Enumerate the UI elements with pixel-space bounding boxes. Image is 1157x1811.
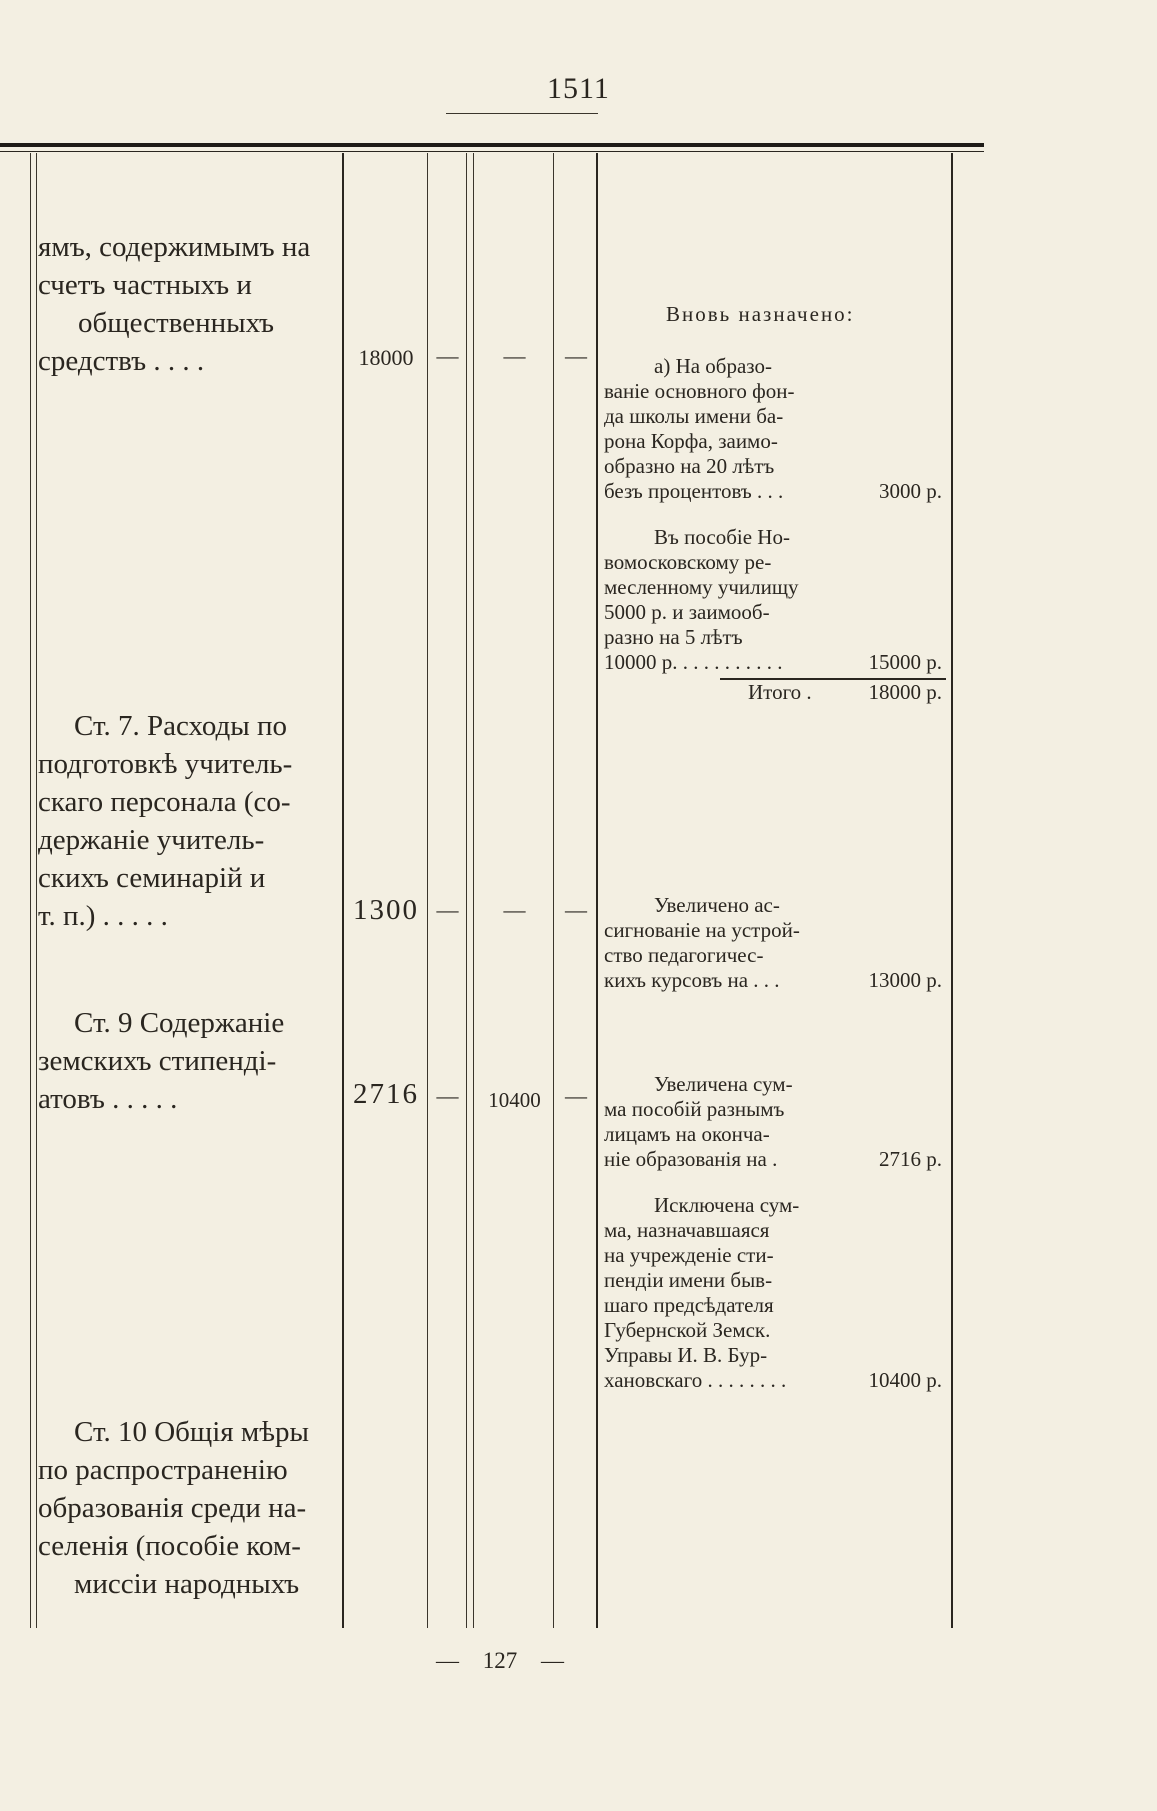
text-line: ство педагогичес- (604, 943, 764, 967)
page-number-rule (446, 113, 598, 114)
item-b-amount: 15000 р. (868, 650, 942, 674)
text-line: шаго предсѣдателя (604, 1293, 774, 1317)
item-e-amount: 10400 р. (868, 1368, 942, 1392)
text-line: Губернской Земск. (604, 1318, 771, 1342)
text-line: ямъ, содержимымъ на (38, 231, 311, 263)
text-line: рона Корфа, заимо- (604, 429, 778, 453)
column-line (30, 153, 31, 1628)
text-line: да школы имени ба- (604, 404, 784, 428)
text-line: пендіи имени быв- (604, 1268, 773, 1292)
dash-cell: — (436, 1083, 459, 1108)
column-line (466, 153, 467, 1628)
footer-dash: — (541, 1648, 564, 1673)
text-line: Въ пособіе Но- (654, 525, 790, 549)
dash-cell: — (436, 897, 459, 922)
text-line: ма, назначавшаяся (604, 1218, 770, 1242)
text-line: Увеличена сум- (654, 1072, 793, 1096)
text-line: скихъ семинарій и (38, 862, 266, 894)
column-line (342, 153, 344, 1628)
column-line (427, 153, 428, 1628)
dash-cell: — (436, 343, 459, 368)
text-line: Ст. 7. Расходы по (74, 710, 288, 742)
item-b (604, 525, 844, 675)
text-line: селенія (пособіе ком- (38, 1530, 301, 1562)
text-line: ніе образованія на . (604, 1147, 778, 1171)
dash-cell: — (565, 1083, 587, 1108)
item-c (604, 893, 844, 993)
amount-cell: 1300 (353, 894, 419, 926)
text-line: по распространенію (38, 1454, 288, 1486)
text-line: 5000 р. и заимооб- (604, 600, 770, 624)
entry-article-7 (38, 707, 338, 935)
dash-cell: — (503, 897, 526, 922)
entry-article-10 (38, 1413, 338, 1603)
table-top-rule (0, 143, 984, 147)
dash-cell: — (565, 897, 587, 922)
text-line: общественныхъ (78, 307, 275, 339)
text-line: атовъ . . . . . (38, 1083, 178, 1115)
column-line (473, 153, 474, 1628)
table-top-rule-thin (0, 151, 984, 152)
text-line: 10000 р. . . . . . . . . . . (604, 650, 783, 674)
amount-cell: 10400 (488, 1088, 541, 1112)
text-line: Увеличено ас- (654, 893, 780, 917)
text-line: а) На образо- (654, 354, 772, 378)
text-line: Исключена сум- (654, 1193, 800, 1217)
amount-cell: 18000 (358, 345, 414, 370)
item-a (604, 354, 844, 504)
text-line: подготовкѣ учитель- (38, 748, 293, 780)
text-line: образно на 20 лѣтъ (604, 454, 775, 478)
item-d (604, 1072, 844, 1172)
footer (0, 1648, 1000, 1674)
column-line (553, 153, 554, 1628)
dash-cell: — (503, 343, 526, 368)
text-line: разно на 5 лѣтъ (604, 625, 743, 649)
text-line: на учрежденіе сти- (604, 1243, 774, 1267)
text-line: Управы И. В. Бур- (604, 1343, 768, 1367)
text-line: Ст. 9 Содержаніе (74, 1007, 285, 1039)
total-amount: 18000 р. (868, 680, 942, 704)
item-c-amount: 13000 р. (868, 968, 942, 992)
item-e (604, 1193, 844, 1393)
text-line: сигнованіе на устрой- (604, 918, 800, 942)
entry-article-9 (38, 1004, 338, 1118)
text-line: средствъ . . . . (38, 345, 205, 377)
column-line (951, 153, 953, 1628)
text-line: т. п.) . . . . . (38, 900, 168, 932)
page-number: 1511 (547, 72, 610, 105)
text-line: держаніе учитель- (38, 824, 265, 856)
text-line: ма пособій разнымъ (604, 1097, 785, 1121)
text-line: хановскаго . . . . . . . . (604, 1368, 787, 1392)
text-line: миссіи народныхъ (74, 1568, 300, 1600)
item-a-amount: 3000 р. (879, 479, 942, 503)
text-line: месленному училищу (604, 575, 799, 599)
text-line: ваніе основного фон- (604, 379, 795, 403)
footer-page-number: 127 (482, 1648, 518, 1673)
text-line: образованія среди на- (38, 1492, 307, 1524)
column-line (36, 153, 37, 1628)
text-line: скаго персонала (со- (38, 786, 291, 818)
text-line: безъ процентовъ . . . (604, 479, 784, 503)
text-line: вомосковскому ре- (604, 550, 772, 574)
item-d-amount: 2716 р. (879, 1147, 942, 1171)
text-line: лицамъ на оконча- (604, 1122, 770, 1146)
amount-cell: 2716 (353, 1078, 419, 1110)
text-line: кихъ курсовъ на . . . (604, 968, 780, 992)
total-label: Итого . (748, 680, 812, 704)
column-line (596, 153, 598, 1628)
section-heading: Вновь назначено: (666, 302, 855, 326)
text-line: счетъ частныхъ и (38, 269, 252, 301)
text-line: земскихъ стипенді- (38, 1045, 277, 1077)
text-line: Ст. 10 Общія мѣры (74, 1416, 309, 1448)
dash-cell: — (565, 343, 587, 368)
footer-dash: — (436, 1648, 459, 1673)
entry-private-funds (38, 228, 338, 380)
